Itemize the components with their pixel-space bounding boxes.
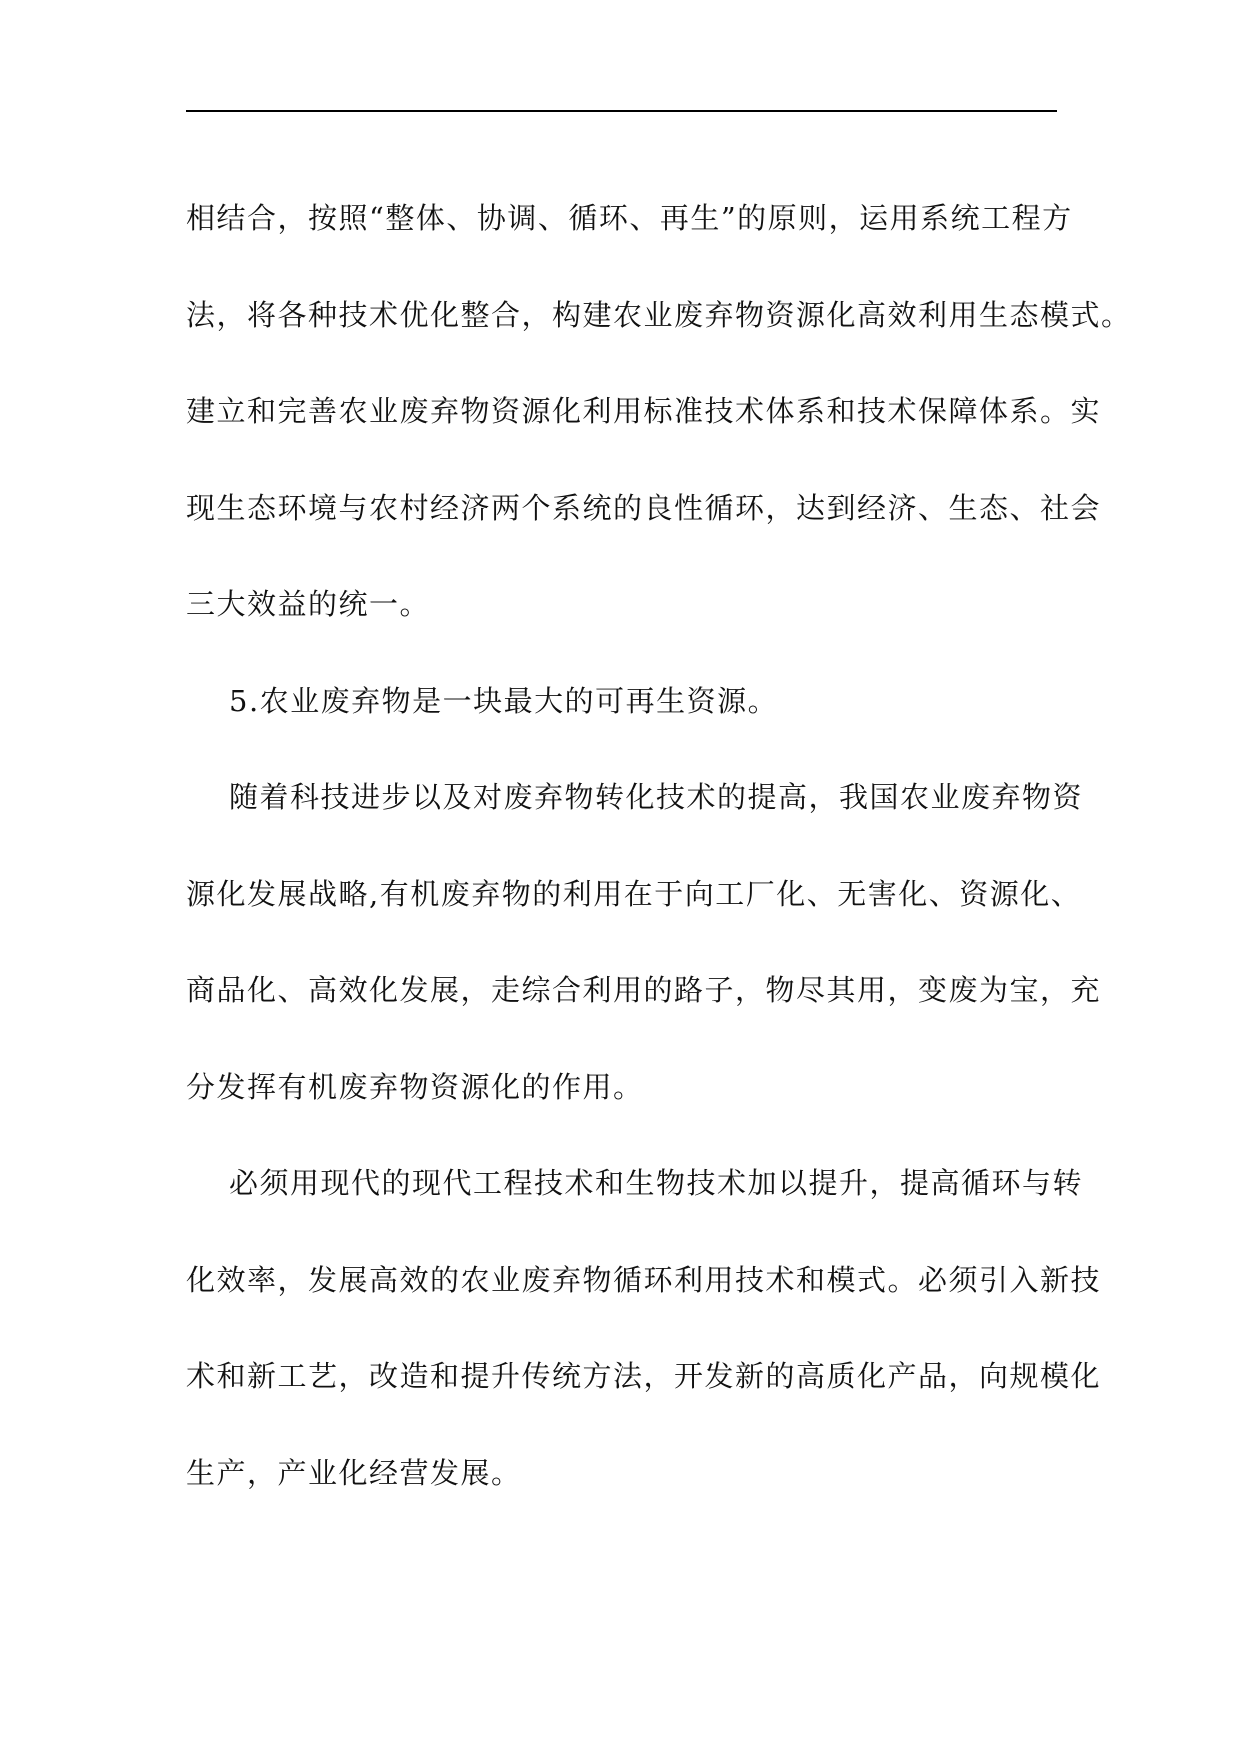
text-line: 相结合，按照“整体、协调、循环、再生”的原则，运用系统工程方	[186, 201, 1073, 235]
text-line: 术和新工艺，改造和提升传统方法，开发新的高质化产品，向规模化	[186, 1359, 1102, 1393]
text-line: 源化发展战略,有机废弃物的利用在于向工厂化、无害化、资源化、	[186, 876, 1082, 911]
paragraph-3	[186, 749, 1102, 1135]
paragraph-1	[186, 170, 1132, 653]
text-line: 三大效益的统一。	[186, 587, 431, 621]
header-rule	[186, 110, 1057, 112]
text-line: 化效率，发展高效的农业废弃物循环利用技术和模式。必须引入新技	[186, 1262, 1102, 1297]
text-line: 5.农业废弃物是一块最大的可再生资源。	[229, 683, 779, 718]
paragraph-2-heading	[186, 653, 1057, 750]
text-line: 建立和完善农业废弃物资源化利用标准技术体系和技术保障体系。实	[186, 394, 1102, 428]
text-line: 商品化、高效化发展，走综合利用的路子，物尽其用，变废为宝，充	[186, 973, 1102, 1007]
text-line: 法，将各种技术优化整合，构建农业废弃物资源化高效利用生态模式。	[186, 297, 1132, 332]
text-line: 分发挥有机废弃物资源化的作用。	[186, 1069, 644, 1104]
document-body	[186, 170, 1132, 1521]
text-line: 现生态环境与农村经济两个系统的良性循环，达到经济、生态、社会	[186, 490, 1102, 525]
text-line: 生产，产业化经营发展。	[186, 1455, 522, 1490]
text-line: 随着科技进步以及对废弃物转化技术的提高，我国农业废弃物资	[229, 780, 1084, 814]
text-line: 必须用现代的现代工程技术和生物技术加以提升，提高循环与转	[229, 1166, 1084, 1200]
paragraph-4	[186, 1135, 1102, 1521]
